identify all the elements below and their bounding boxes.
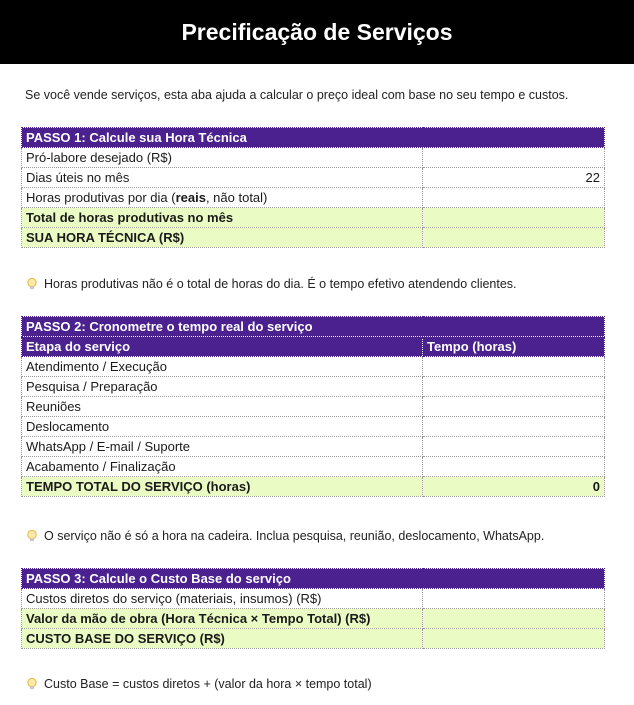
table-row — [22, 188, 605, 208]
cell-label — [22, 188, 423, 208]
cell-label: Deslocamento — [22, 417, 423, 437]
cell-label: Custos diretos do serviço (materiais, insumos) (R$) — [22, 589, 423, 609]
cell-value[interactable] — [423, 417, 605, 437]
cell-value[interactable] — [423, 188, 605, 208]
column-header: Etapa do serviço — [22, 337, 423, 357]
cell-label: Pesquisa / Preparação — [22, 377, 423, 397]
cell-value[interactable] — [423, 629, 605, 649]
cell-label: Reuniões — [22, 397, 423, 417]
step1-table — [21, 127, 605, 248]
cell-label: Pró-labore desejado (R$) — [22, 148, 423, 168]
step2-table — [21, 316, 605, 497]
cell-label: Total de horas produtivas no mês — [22, 208, 423, 228]
cell-label: Dias úteis no mês — [22, 168, 423, 188]
column-header: Tempo (horas) — [423, 337, 605, 357]
cell-label: Atendimento / Execução — [22, 357, 423, 377]
cell-label: WhatsApp / E-mail / Suporte — [22, 437, 423, 457]
tip-step2 — [25, 529, 544, 543]
total-row — [22, 228, 605, 248]
step3-table — [21, 568, 605, 649]
cell-value[interactable] — [423, 228, 605, 248]
table-row — [22, 357, 605, 377]
table-row — [22, 457, 605, 477]
lightbulb-icon — [25, 677, 39, 691]
cell-value[interactable]: 22 — [423, 168, 605, 188]
tip-text: O serviço não é só a hora na cadeira. Inclua pesquisa, reunião, deslocamento, WhatsApp. — [44, 529, 545, 543]
table-row — [22, 589, 605, 609]
page-title: Precificação de Serviços — [0, 0, 634, 64]
cell-value[interactable] — [423, 377, 605, 397]
cell-value[interactable] — [423, 357, 605, 377]
tip-text: Custo Base = custos diretos + (valor da hora × tempo total) — [44, 677, 372, 691]
tip-step1 — [25, 277, 517, 291]
cell-label: TEMPO TOTAL DO SERVIÇO (horas) — [22, 477, 423, 497]
table-row — [22, 168, 605, 188]
tip-step3 — [25, 677, 372, 691]
lightbulb-icon — [25, 277, 39, 291]
cell-value[interactable] — [423, 397, 605, 417]
step1-header-row — [22, 128, 605, 148]
cell-value[interactable] — [423, 589, 605, 609]
table-row — [22, 377, 605, 397]
table-row — [22, 397, 605, 417]
cell-value[interactable] — [423, 148, 605, 168]
step3-header-row — [22, 569, 605, 589]
column-header-row — [22, 337, 605, 357]
table-row — [22, 437, 605, 457]
intro-text: Se você vende serviços, esta aba ajuda a calcular o preço ideal com base no seu tempo e custos. — [25, 88, 569, 102]
cell-label: CUSTO BASE DO SERVIÇO (R$) — [22, 629, 423, 649]
table-row — [22, 417, 605, 437]
step2-header-row — [22, 317, 605, 337]
step1-heading: PASSO 1: Calcule sua Hora Técnica — [22, 128, 605, 148]
cell-value[interactable] — [423, 609, 605, 629]
cell-label: Valor da mão de obra (Hora Técnica × Tempo Total) (R$) — [22, 609, 423, 629]
label-part: Horas produtivas por dia ( — [26, 190, 176, 205]
tip-text: Horas produtivas não é o total de horas do dia. É o tempo efetivo atendendo clientes. — [44, 277, 517, 291]
step3-heading: PASSO 3: Calcule o Custo Base do serviço — [22, 569, 605, 589]
lightbulb-icon — [25, 529, 39, 543]
cell-value[interactable] — [423, 437, 605, 457]
table-row — [22, 148, 605, 168]
total-row — [22, 208, 605, 228]
total-row — [22, 477, 605, 497]
cell-label: SUA HORA TÉCNICA (R$) — [22, 228, 423, 248]
total-row — [22, 629, 605, 649]
label-emphasis: reais — [175, 190, 206, 205]
label-part: , não total) — [205, 190, 268, 205]
cell-value[interactable] — [423, 208, 605, 228]
cell-value[interactable]: 0 — [423, 477, 605, 497]
cell-value[interactable] — [423, 457, 605, 477]
step2-heading: PASSO 2: Cronometre o tempo real do serviço — [22, 317, 605, 337]
total-row — [22, 609, 605, 629]
cell-label: Acabamento / Finalização — [22, 457, 423, 477]
